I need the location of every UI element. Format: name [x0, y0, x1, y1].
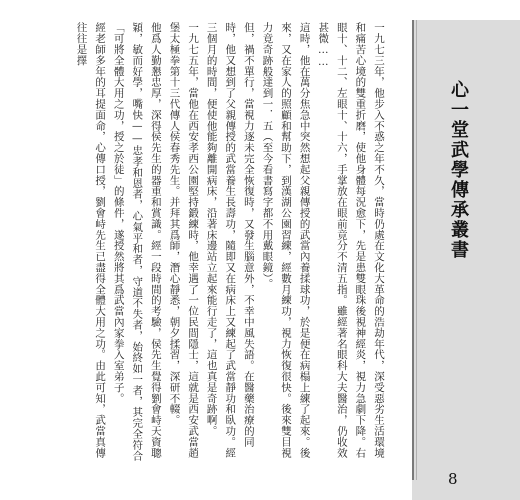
paragraph: 經老師多年的耳提面命，心傳口授，劉會峙先生已盡得全體大用之功。由此可知，武當真傳往往是擇 [75, 22, 107, 458]
header-left-title: 心一堂 [448, 80, 469, 140]
header-divider-line [412, 20, 414, 480]
header-band-top [412, 0, 520, 20]
paragraph: 一九七三年，他步入不惑之年不久，當時仍處在文化大革命的浩劫年代，深受惡劣生活環境和痛苦心境的雙重折磨，使他身體每況愈下，先是患雙眼珠後視神經炎，視力急劇下降。右眼十、十二、左眼十、十六，手掌放在眼前竟分不清五指。雖經著名眼科大夫醫治，仍收效甚微…… [317, 22, 385, 458]
header-right-title: 武學傳承叢書 [448, 140, 469, 260]
paragraph: 一九七五年，當他在西安孝西公園堅持鍛練時，他幸遇了一位民間隱士，這就是西安武當趙堡太極拳第十三代傳人侯春秀先生。并拜其爲師，潛心靜悉，朝夕揉習，深研不輟。 [168, 22, 200, 458]
paragraph: 這時，他在萬分焦急中突然想起父親傳授的武當內養揉球功，於是便在病榻上練了起來。後來，又在家人的照顧和幫助下，到漢湖公園習練，經數月練功，視力恢復很快。後來雙目視力竟奇跡般達到一．五（至今看書寫字都不用戴眼鏡）。 [261, 22, 311, 458]
page-number: 8 [448, 470, 458, 488]
paragraph: 但，禍不單行，當視力逐未完全恢復時，又發生腦意外，不幸中風失語。在醫藥治療的同時，他又想到了父親傳授的武當養生長壽功，隨即又在病床上又練起了武當靜功和臥功。經三個月的時間，便使他能夠離開病床，沿著床邊站立起來能行走了，這也真是奇跡啊。 [205, 22, 255, 458]
running-header [445, 80, 471, 260]
body-text [75, 22, 388, 462]
header-divider-line-thin [416, 20, 417, 480]
paragraph: 他爲人勤懇忠厚，深得侯先生的器重和賞識。經一段時間的考驗，侯先生覺得劉會峙天資聰穎，敏而好學，嘴快——忠孝和恩者，心氣平和者，守道不失者，始終如一者，其完全符合「可將全體大用之功，授之於徒」的條件，遂授然將其爲武當內家拳入室弟子。 [112, 22, 162, 461]
